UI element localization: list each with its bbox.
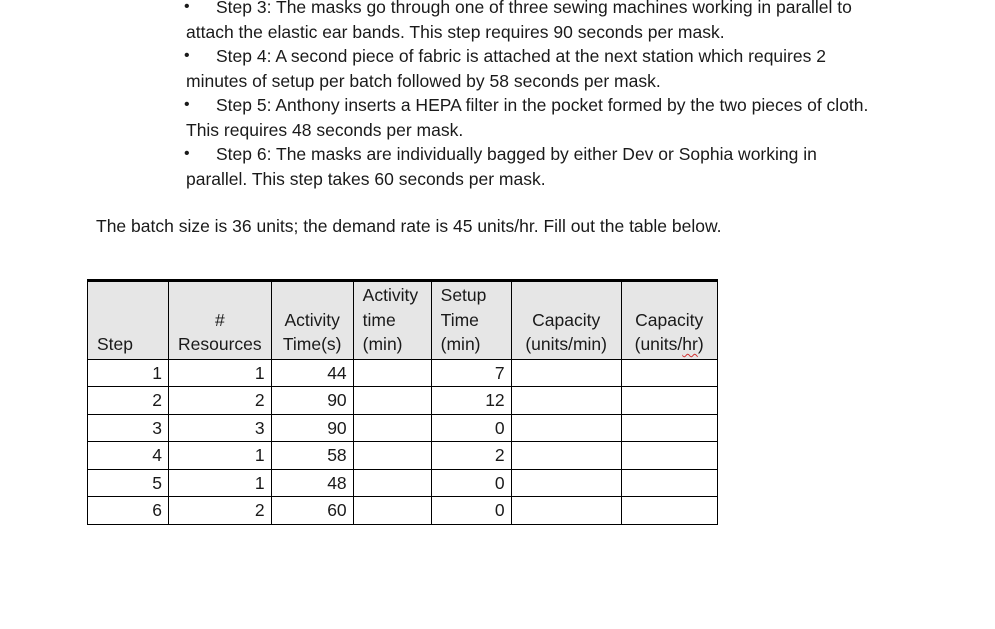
resources-cell: 1 bbox=[169, 469, 272, 497]
header-resources: # Resources bbox=[169, 281, 272, 360]
setup-time-cell: 0 bbox=[431, 469, 511, 497]
resources-cell: 2 bbox=[169, 497, 272, 525]
capacity-hr-cell[interactable] bbox=[621, 469, 717, 497]
header-setup-time: Setup Time (min) bbox=[431, 281, 511, 360]
capacity-min-cell[interactable] bbox=[511, 359, 621, 387]
resources-cell: 2 bbox=[169, 387, 272, 415]
steps-bullet-list bbox=[186, 0, 876, 191]
step-cell: 4 bbox=[88, 442, 169, 470]
step-4-text: Step 4: A second piece of fabric is attached at the next station which requires 2 minutes of setup per batch followed by 58 seconds per mask. bbox=[186, 46, 826, 91]
header-step: Step bbox=[88, 281, 169, 360]
capacity-hr-cell[interactable] bbox=[621, 359, 717, 387]
table-row bbox=[88, 442, 718, 470]
step-cell: 6 bbox=[88, 497, 169, 525]
step-cell: 2 bbox=[88, 387, 169, 415]
bullet-icon: • bbox=[184, 96, 190, 113]
header-capacity-per-hr: Capacity (units/hr) bbox=[621, 281, 717, 360]
activity-seconds-cell: 60 bbox=[271, 497, 353, 525]
table-body bbox=[88, 359, 718, 524]
step-6-text: Step 6: The masks are individually bagged by either Dev or Sophia working in parallel. This step takes 60 seconds per mask. bbox=[186, 144, 817, 189]
activity-minutes-cell[interactable] bbox=[353, 442, 431, 470]
header-activity-minutes: Activity time (min) bbox=[353, 281, 431, 360]
setup-time-cell: 12 bbox=[431, 387, 511, 415]
step-3-text: Step 3: The masks go through one of three sewing machines working in parallel to attach the elastic ear bands. This step requires 90 seconds per mask. bbox=[186, 0, 852, 42]
step-3-item bbox=[186, 0, 876, 44]
capacity-min-cell[interactable] bbox=[511, 469, 621, 497]
step-4-item bbox=[186, 44, 876, 93]
resources-cell: 1 bbox=[169, 442, 272, 470]
table-row bbox=[88, 387, 718, 415]
step-cell: 1 bbox=[88, 359, 169, 387]
bullet-icon: • bbox=[184, 47, 190, 64]
setup-time-cell: 0 bbox=[431, 414, 511, 442]
table-row bbox=[88, 414, 718, 442]
table-header-row bbox=[88, 281, 718, 360]
setup-time-cell: 7 bbox=[431, 359, 511, 387]
activity-seconds-cell: 48 bbox=[271, 469, 353, 497]
process-table bbox=[87, 279, 718, 525]
activity-minutes-cell[interactable] bbox=[353, 387, 431, 415]
bullet-icon: • bbox=[184, 0, 190, 15]
setup-time-cell: 0 bbox=[431, 497, 511, 525]
activity-seconds-cell: 44 bbox=[271, 359, 353, 387]
capacity-hr-cell[interactable] bbox=[621, 414, 717, 442]
table-row bbox=[88, 497, 718, 525]
table-row bbox=[88, 469, 718, 497]
spellcheck-underline: hr bbox=[682, 334, 698, 354]
activity-minutes-cell[interactable] bbox=[353, 414, 431, 442]
activity-seconds-cell: 58 bbox=[271, 442, 353, 470]
resources-cell: 1 bbox=[169, 359, 272, 387]
activity-minutes-cell[interactable] bbox=[353, 469, 431, 497]
activity-minutes-cell[interactable] bbox=[353, 359, 431, 387]
setup-time-cell: 2 bbox=[431, 442, 511, 470]
header-capacity-per-min: Capacity (units/min) bbox=[511, 281, 621, 360]
intro-paragraph: The batch size is 36 units; the demand rate is 45 units/hr. Fill out the table below. bbox=[96, 216, 722, 236]
capacity-hr-cell[interactable] bbox=[621, 442, 717, 470]
bullet-icon: • bbox=[184, 145, 190, 162]
capacity-min-cell[interactable] bbox=[511, 497, 621, 525]
capacity-min-cell[interactable] bbox=[511, 387, 621, 415]
step-5-text: Step 5: Anthony inserts a HEPA filter in the pocket formed by the two pieces of cloth. This requires 48 seconds per mask. bbox=[186, 95, 869, 140]
step-5-item bbox=[186, 93, 876, 142]
capacity-hr-cell[interactable] bbox=[621, 387, 717, 415]
capacity-min-cell[interactable] bbox=[511, 442, 621, 470]
activity-seconds-cell: 90 bbox=[271, 387, 353, 415]
capacity-min-cell[interactable] bbox=[511, 414, 621, 442]
table-header bbox=[88, 281, 718, 360]
step-cell: 3 bbox=[88, 414, 169, 442]
capacity-hr-cell[interactable] bbox=[621, 497, 717, 525]
activity-seconds-cell: 90 bbox=[271, 414, 353, 442]
table-row bbox=[88, 359, 718, 387]
resources-cell: 3 bbox=[169, 414, 272, 442]
step-cell: 5 bbox=[88, 469, 169, 497]
activity-minutes-cell[interactable] bbox=[353, 497, 431, 525]
header-activity-seconds: Activity Time(s) bbox=[271, 281, 353, 360]
step-6-item bbox=[186, 142, 876, 191]
